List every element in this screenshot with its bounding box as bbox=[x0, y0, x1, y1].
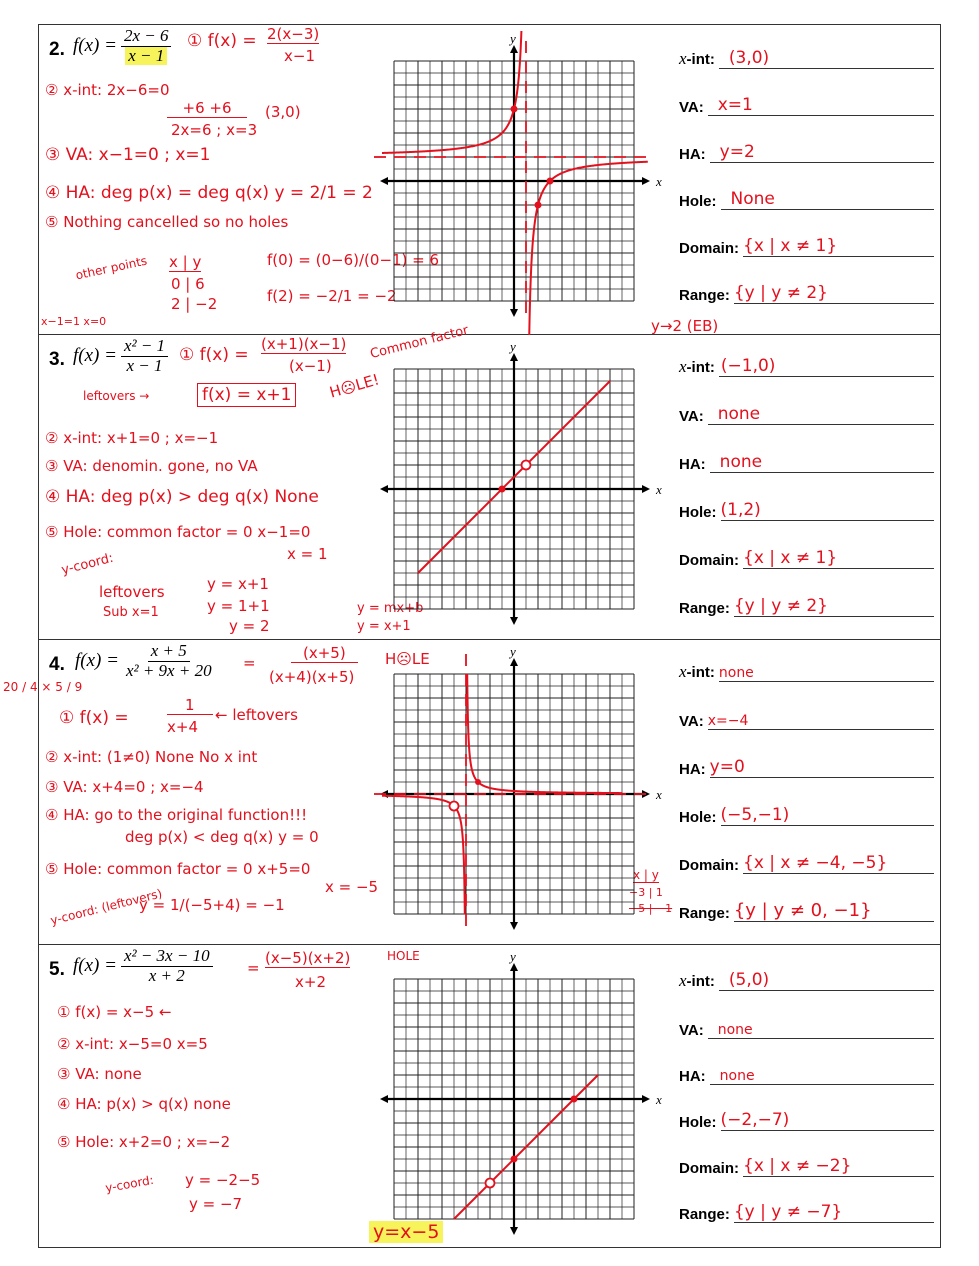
f-of-0: f(0) = (0−6)/(0−1) = 6 bbox=[267, 251, 440, 269]
equals: = bbox=[247, 959, 260, 977]
work-step-2: ② x-int: x−5=0 x=5 bbox=[57, 1035, 208, 1053]
work-step-5: ⑤ Nothing cancelled so no holes bbox=[45, 213, 289, 231]
function-definition bbox=[73, 27, 171, 65]
y-calc-3: y = 2 bbox=[229, 617, 270, 635]
range-field[interactable]: {y | y ≠ −7} bbox=[734, 1200, 934, 1223]
denominator: x² + 9x + 20 bbox=[125, 660, 212, 680]
numerator: x + 5 bbox=[148, 642, 190, 662]
work-step-4: ④ HA: deg p(x) > deg q(x) None bbox=[45, 487, 319, 507]
boxed-simplified: f(x) = x+1 bbox=[197, 383, 296, 407]
work-step-5b: x = 1 bbox=[287, 545, 328, 563]
work-step-2b: +6 +6 bbox=[167, 99, 247, 118]
function-prefix: f(x) = bbox=[73, 35, 117, 57]
table-row: −5 | −1 bbox=[629, 902, 673, 915]
denominator: x − 1 bbox=[125, 47, 167, 66]
y-coord-label: y-coord: bbox=[59, 550, 115, 579]
fraction bbox=[121, 947, 213, 985]
answer-ha: HA: y=2 bbox=[679, 139, 934, 163]
work-step-4: ④ HA: p(x) > q(x) none bbox=[57, 1095, 231, 1113]
problem-4: 4. f(x) = $\frac{x + 5}{\text{x² + 9x + 20}}$ = (x+5) (x+4)(x+5) H☹LE 20 / 4 × 5 / 9 ① f(x) = 1 x+4 ← leftovers ② x-int: (1≠0) None No x int ③ VA: x+4=0 ; x=−4 ④ HA: go to the original function!!! deg p(x) < deg q(x) y = 0 ⑤ Hole: common factor = 0 x+5=0 x = −5 y-coord: (leftovers) y = 1/(−5+4) = −1 x | y −3 | 1 −5 | −1 x y x-int: none VA: x=−4 HA: y=0 Hole: (−5,−1) Domain: {x | x ≠ −4, −5} Range: {y | y ≠ 0, −1} bbox=[39, 640, 940, 945]
va-field[interactable]: x=1 bbox=[708, 93, 934, 116]
y-calc-2: y = 1+1 bbox=[207, 597, 270, 615]
va-field[interactable]: x=−4 bbox=[708, 707, 934, 730]
table-header: x | y bbox=[169, 253, 202, 271]
y-calc-1: y = −2−5 bbox=[185, 1171, 261, 1189]
function-prefix: f(x) = bbox=[73, 955, 117, 977]
svg-text:x: x bbox=[656, 174, 662, 189]
domain-field[interactable]: {x | x ≠ 1} bbox=[743, 546, 934, 569]
answer-x-int: x-int: (3,0) bbox=[679, 45, 934, 69]
table-row: 2 | −2 bbox=[171, 295, 218, 313]
work-step-1-den: x−1 bbox=[284, 47, 315, 65]
y-calc: y = 1/(−5+4) = −1 bbox=[139, 896, 285, 914]
y-coord-label: y-coord: bbox=[104, 1172, 155, 1196]
factored-numerator: (x−5)(x+2) bbox=[265, 949, 351, 967]
slope-form-2: y = x+1 bbox=[357, 619, 411, 634]
coordinate-graph bbox=[371, 644, 671, 944]
function-definition bbox=[75, 642, 215, 680]
range-field[interactable]: {y | y ≠ 2} bbox=[734, 594, 934, 617]
leftovers-label: ← leftovers bbox=[215, 706, 298, 724]
denominator: x − 1 bbox=[126, 355, 163, 375]
work-step-1-den: (x−1) bbox=[289, 357, 332, 375]
work-step-1: ① f(x) = bbox=[187, 31, 257, 51]
problem-number: 2. bbox=[49, 39, 65, 60]
svg-text:x: x bbox=[656, 1092, 662, 1107]
answer-range: Range: {y | y ≠ 2} bbox=[679, 280, 934, 304]
table-header: x | y bbox=[633, 868, 659, 882]
function-definition bbox=[73, 337, 168, 375]
work-step-1: ① f(x) = x−5 ← bbox=[57, 1003, 172, 1021]
ha-field[interactable]: y=2 bbox=[710, 140, 934, 163]
problem-number: 3. bbox=[49, 349, 65, 370]
domain-field[interactable]: {x | x ≠ −4, −5} bbox=[743, 851, 934, 874]
factor-x-box: 20 / 4 × 5 / 9 bbox=[3, 680, 83, 694]
step-1-num: 1 bbox=[167, 696, 213, 715]
svg-text:y: y bbox=[510, 644, 516, 659]
work-step-1: ① f(x) = bbox=[59, 708, 129, 728]
common-factor-note: Common factor bbox=[368, 323, 471, 362]
f-of-2: f(2) = −2/1 = −2 bbox=[267, 287, 397, 305]
x-int-field[interactable]: (−1,0) bbox=[719, 354, 934, 377]
svg-text:x: x bbox=[656, 482, 662, 497]
fraction bbox=[121, 337, 168, 375]
hole-field[interactable]: (−5,−1) bbox=[721, 803, 935, 826]
fraction bbox=[121, 27, 172, 65]
function-prefix: f(x) = bbox=[73, 345, 117, 367]
work-step-2c: 2x=6 ; x=3 bbox=[171, 121, 258, 139]
svg-text:y: y bbox=[510, 31, 516, 46]
x-int-field[interactable]: (5,0) bbox=[719, 968, 934, 991]
table-row: −3 | 1 bbox=[629, 886, 663, 899]
y-coord-label: y-coord: (leftovers) bbox=[49, 886, 164, 928]
coordinate-graph bbox=[371, 339, 671, 639]
svg-text:x: x bbox=[656, 787, 662, 802]
work-step-2: ② x-int: x+1=0 ; x=−1 bbox=[45, 429, 219, 447]
work-step-2: ② x-int: 2x−6=0 bbox=[45, 81, 170, 99]
equals: = bbox=[243, 654, 256, 672]
work-step-2: ② x-int: (1≠0) None No x int bbox=[45, 748, 258, 766]
answer-va: VA: x=1 bbox=[679, 92, 934, 116]
hole-note: H☹LE! bbox=[327, 370, 382, 402]
work-note: x−1=1 x=0 bbox=[41, 315, 107, 328]
problem-number: 5. bbox=[49, 959, 65, 980]
domain-field[interactable]: {x | x ≠ 1} bbox=[743, 234, 934, 257]
line-equation-label: y=x−5 bbox=[369, 1221, 443, 1243]
answer-hole: Hole: None bbox=[679, 186, 934, 210]
va-field[interactable]: none bbox=[708, 402, 934, 425]
work-step-3: ③ VA: none bbox=[57, 1065, 142, 1083]
work-step-4b: deg p(x) < deg q(x) y = 0 bbox=[125, 828, 319, 846]
work-step-4: ④ HA: deg p(x) = deg q(x) y = 2/1 = 2 bbox=[45, 183, 373, 203]
slope-form: y = mx+b bbox=[357, 601, 424, 616]
denominator: x + 2 bbox=[148, 965, 185, 985]
leftovers-label: leftovers → bbox=[83, 389, 150, 403]
ha-field[interactable]: y=0 bbox=[710, 755, 934, 778]
ha-field[interactable]: none bbox=[710, 1062, 934, 1085]
y-calc-1: y = x+1 bbox=[207, 575, 269, 593]
problem-5: 5. f(x) = $\frac{\text{x² − 3x − 10}}{x + 2}$ = (x−5)(x+2) x+2 HOLE ① f(x) = x−5 ← ② x-int: x−5=0 x=5 ③ VA: none ④ HA: p(x) > q(x) none ⑤ Hole: x+2=0 ; x=−2 y-coord: y = −2−5 y = −7 y=x−5 x y x-int: (5,0) VA: none HA: none Hole: (−2,−7) Domain: {x | x ≠ −2} Range: {y | y ≠ −7} bbox=[39, 945, 940, 1249]
problem-2 bbox=[39, 25, 940, 335]
numerator: x² − 1 bbox=[121, 337, 168, 357]
end-behavior-note: y→2 (EB) bbox=[651, 317, 719, 335]
worksheet bbox=[3, 24, 941, 1248]
range-field[interactable]: {y | y ≠ 0, −1} bbox=[734, 899, 934, 922]
work-step-4: ④ HA: go to the original function!!! bbox=[45, 806, 308, 824]
work-step-2-point: (3,0) bbox=[265, 103, 301, 121]
coordinate-graph bbox=[371, 949, 671, 1249]
coordinate-graph bbox=[371, 31, 671, 335]
fraction bbox=[123, 642, 215, 680]
work-step-3: ③ VA: denomin. gone, no VA bbox=[45, 457, 258, 475]
range-field[interactable]: {y | y ≠ 2} bbox=[734, 281, 934, 304]
ha-field[interactable]: none bbox=[710, 450, 934, 473]
hole-field[interactable]: (−2,−7) bbox=[721, 1108, 935, 1131]
work-step-1-num: 2(x−3) bbox=[267, 25, 320, 43]
step-1-den: x+4 bbox=[167, 718, 198, 736]
leftovers-label-2: leftovers bbox=[99, 583, 165, 601]
sub-label: Sub x=1 bbox=[103, 605, 159, 620]
y-calc-2: y = −7 bbox=[189, 1195, 243, 1213]
x-int-field[interactable]: (3,0) bbox=[719, 46, 934, 69]
factored-denominator: x+2 bbox=[295, 973, 326, 991]
hole-note: H☹LE bbox=[385, 650, 430, 668]
answer-domain: Domain: {x | x ≠ 1} bbox=[679, 233, 934, 257]
work-step-1: ① f(x) = bbox=[179, 345, 249, 365]
svg-text:y: y bbox=[510, 339, 516, 354]
work-step-5: ⑤ Hole: common factor = 0 x+5=0 bbox=[45, 860, 311, 878]
work-step-1-num: (x+1)(x−1) bbox=[261, 335, 347, 353]
other-points-label: other points bbox=[74, 253, 149, 283]
factored-numerator: (x+5) bbox=[291, 644, 358, 663]
work-step-5: ⑤ Hole: x+2=0 ; x=−2 bbox=[57, 1133, 231, 1151]
hole-field[interactable]: None bbox=[721, 187, 935, 210]
function-prefix: f(x) = bbox=[75, 650, 119, 672]
work-step-3: ③ VA: x+4=0 ; x=−4 bbox=[45, 778, 204, 796]
svg-text:y: y bbox=[510, 949, 516, 964]
x-int-field[interactable]: none bbox=[719, 659, 934, 682]
hole-field[interactable]: (1,2) bbox=[721, 498, 935, 521]
function-definition bbox=[73, 947, 213, 985]
work-step-5: ⑤ Hole: common factor = 0 x−1=0 bbox=[45, 523, 311, 541]
hole-note: HOLE bbox=[387, 949, 420, 963]
work-step-5b: x = −5 bbox=[325, 878, 379, 896]
problem-number: 4. bbox=[49, 654, 65, 675]
table-row: 0 | 6 bbox=[171, 275, 205, 293]
work-step-3: ③ VA: x−1=0 ; x=1 bbox=[45, 145, 211, 165]
domain-field[interactable]: {x | x ≠ −2} bbox=[743, 1154, 934, 1177]
factored-denominator: (x+4)(x+5) bbox=[269, 668, 355, 686]
numerator: x² − 3x − 10 bbox=[121, 947, 213, 967]
numerator: 2x − 6 bbox=[121, 27, 172, 47]
problem-3: 3. f(x) = $\frac{\text{x² − 1}}{x - 1}$ ① f(x) = (x+1)(x−1) (x−1) Common factor H☹LE! leftovers → f(x) = x+1 ② x-int: x+1=0 ; x=−1 ③ VA: denomin. gone, no VA ④ HA: deg p(x) > deg q(x) None ⑤ Hole: common factor = 0 x−1=0 x = 1 y-coord: leftovers Sub x=1 y = x+1 y = 1+1 y = 2 y = mx+b y = x+1 x y x-int: (−1,0) VA: none HA: none Hole: (1,2) Domain: {x | x ≠ 1} Range: {y | y ≠ 2} bbox=[39, 335, 940, 640]
va-field[interactable]: none bbox=[708, 1016, 934, 1039]
